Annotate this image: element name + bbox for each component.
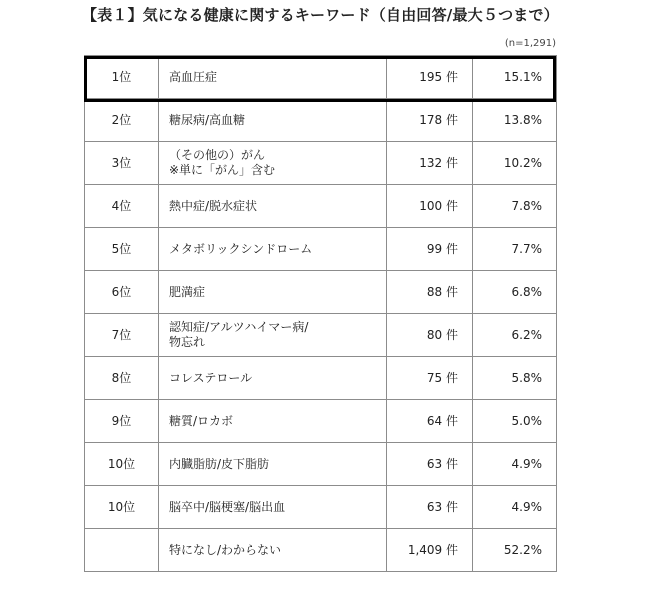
rank-cell: 10位 bbox=[85, 443, 159, 486]
keyword-cell bbox=[159, 271, 387, 314]
rank-cell: 2位 bbox=[85, 99, 159, 142]
keyword-line: 肥満症 bbox=[169, 284, 206, 299]
count-cell: 100 件 bbox=[387, 185, 473, 228]
rank-cell bbox=[85, 529, 159, 572]
count-cell: 75 件 bbox=[387, 357, 473, 400]
rank-cell: 6位 bbox=[85, 271, 159, 314]
keyword-line: 高血圧症 bbox=[169, 69, 218, 84]
keyword-cell bbox=[159, 443, 387, 486]
rank-cell: 10位 bbox=[85, 486, 159, 529]
percent-cell: 5.8% bbox=[473, 357, 557, 400]
percent-cell: 52.2% bbox=[473, 529, 557, 572]
count-cell: 63 件 bbox=[387, 486, 473, 529]
table-row bbox=[85, 228, 557, 271]
count-cell: 64 件 bbox=[387, 400, 473, 443]
rank-cell: 9位 bbox=[85, 400, 159, 443]
keyword-line: 特になし/わからない bbox=[169, 542, 282, 557]
percent-cell: 6.8% bbox=[473, 271, 557, 314]
count-cell: 195 件 bbox=[387, 56, 473, 99]
count-cell: 178 件 bbox=[387, 99, 473, 142]
rank-cell: 8位 bbox=[85, 357, 159, 400]
keyword-cell bbox=[159, 99, 387, 142]
keyword-line: 熱中症/脱水症状 bbox=[169, 198, 258, 213]
table-row bbox=[85, 185, 557, 228]
keyword-cell bbox=[159, 314, 387, 357]
percent-cell: 13.8% bbox=[473, 99, 557, 142]
table-row bbox=[85, 486, 557, 529]
keyword-cell bbox=[159, 486, 387, 529]
count-cell: 99 件 bbox=[387, 228, 473, 271]
count-cell: 1,409 件 bbox=[387, 529, 473, 572]
count-cell: 80 件 bbox=[387, 314, 473, 357]
keyword-line: ※単に「がん」含む bbox=[169, 163, 276, 177]
keyword-line: コレステロール bbox=[169, 370, 253, 385]
keyword-line: （その他の）がん bbox=[169, 148, 266, 162]
table-row bbox=[85, 142, 557, 185]
percent-cell: 7.7% bbox=[473, 228, 557, 271]
table-row bbox=[85, 56, 557, 99]
table-row bbox=[85, 314, 557, 357]
table-row bbox=[85, 443, 557, 486]
count-cell: 63 件 bbox=[387, 443, 473, 486]
keyword-cell bbox=[159, 400, 387, 443]
keyword-line: 脳卒中/脳梗塞/脳出血 bbox=[169, 499, 286, 514]
percent-cell: 10.2% bbox=[473, 142, 557, 185]
keyword-cell bbox=[159, 185, 387, 228]
table-row bbox=[85, 99, 557, 142]
percent-cell: 15.1% bbox=[473, 56, 557, 99]
keyword-line: 内臓脂肪/皮下脂肪 bbox=[169, 456, 270, 471]
keyword-table bbox=[84, 55, 557, 572]
table-row bbox=[85, 400, 557, 443]
table-row bbox=[85, 271, 557, 314]
percent-cell: 6.2% bbox=[473, 314, 557, 357]
rank-cell: 3位 bbox=[85, 142, 159, 185]
rank-cell: 7位 bbox=[85, 314, 159, 357]
table-title: 【表１】気になる健康に関するキーワード（自由回答/最大５つまで） bbox=[82, 6, 559, 24]
keyword-cell bbox=[159, 142, 387, 185]
rank-cell: 5位 bbox=[85, 228, 159, 271]
keyword-cell bbox=[159, 56, 387, 99]
percent-cell: 4.9% bbox=[473, 443, 557, 486]
percent-cell: 5.0% bbox=[473, 400, 557, 443]
percent-cell: 4.9% bbox=[473, 486, 557, 529]
rank-cell: 4位 bbox=[85, 185, 159, 228]
keyword-line: 認知症/アルツハイマー病/ bbox=[169, 320, 309, 334]
keyword-cell bbox=[159, 529, 387, 572]
keyword-cell bbox=[159, 228, 387, 271]
count-cell: 88 件 bbox=[387, 271, 473, 314]
rank-cell: 1位 bbox=[85, 56, 159, 99]
keyword-line: 物忘れ bbox=[169, 335, 206, 349]
table-row bbox=[85, 529, 557, 572]
keyword-cell bbox=[159, 357, 387, 400]
percent-cell: 7.8% bbox=[473, 185, 557, 228]
count-cell: 132 件 bbox=[387, 142, 473, 185]
keyword-line: 糖尿病/高血糖 bbox=[169, 112, 246, 127]
sample-size-note: (n=1,291) bbox=[504, 38, 556, 49]
keyword-table-body bbox=[85, 56, 557, 572]
table-row bbox=[85, 357, 557, 400]
keyword-line: メタボリックシンドローム bbox=[169, 241, 313, 256]
keyword-line: 糖質/ロカボ bbox=[169, 413, 234, 428]
